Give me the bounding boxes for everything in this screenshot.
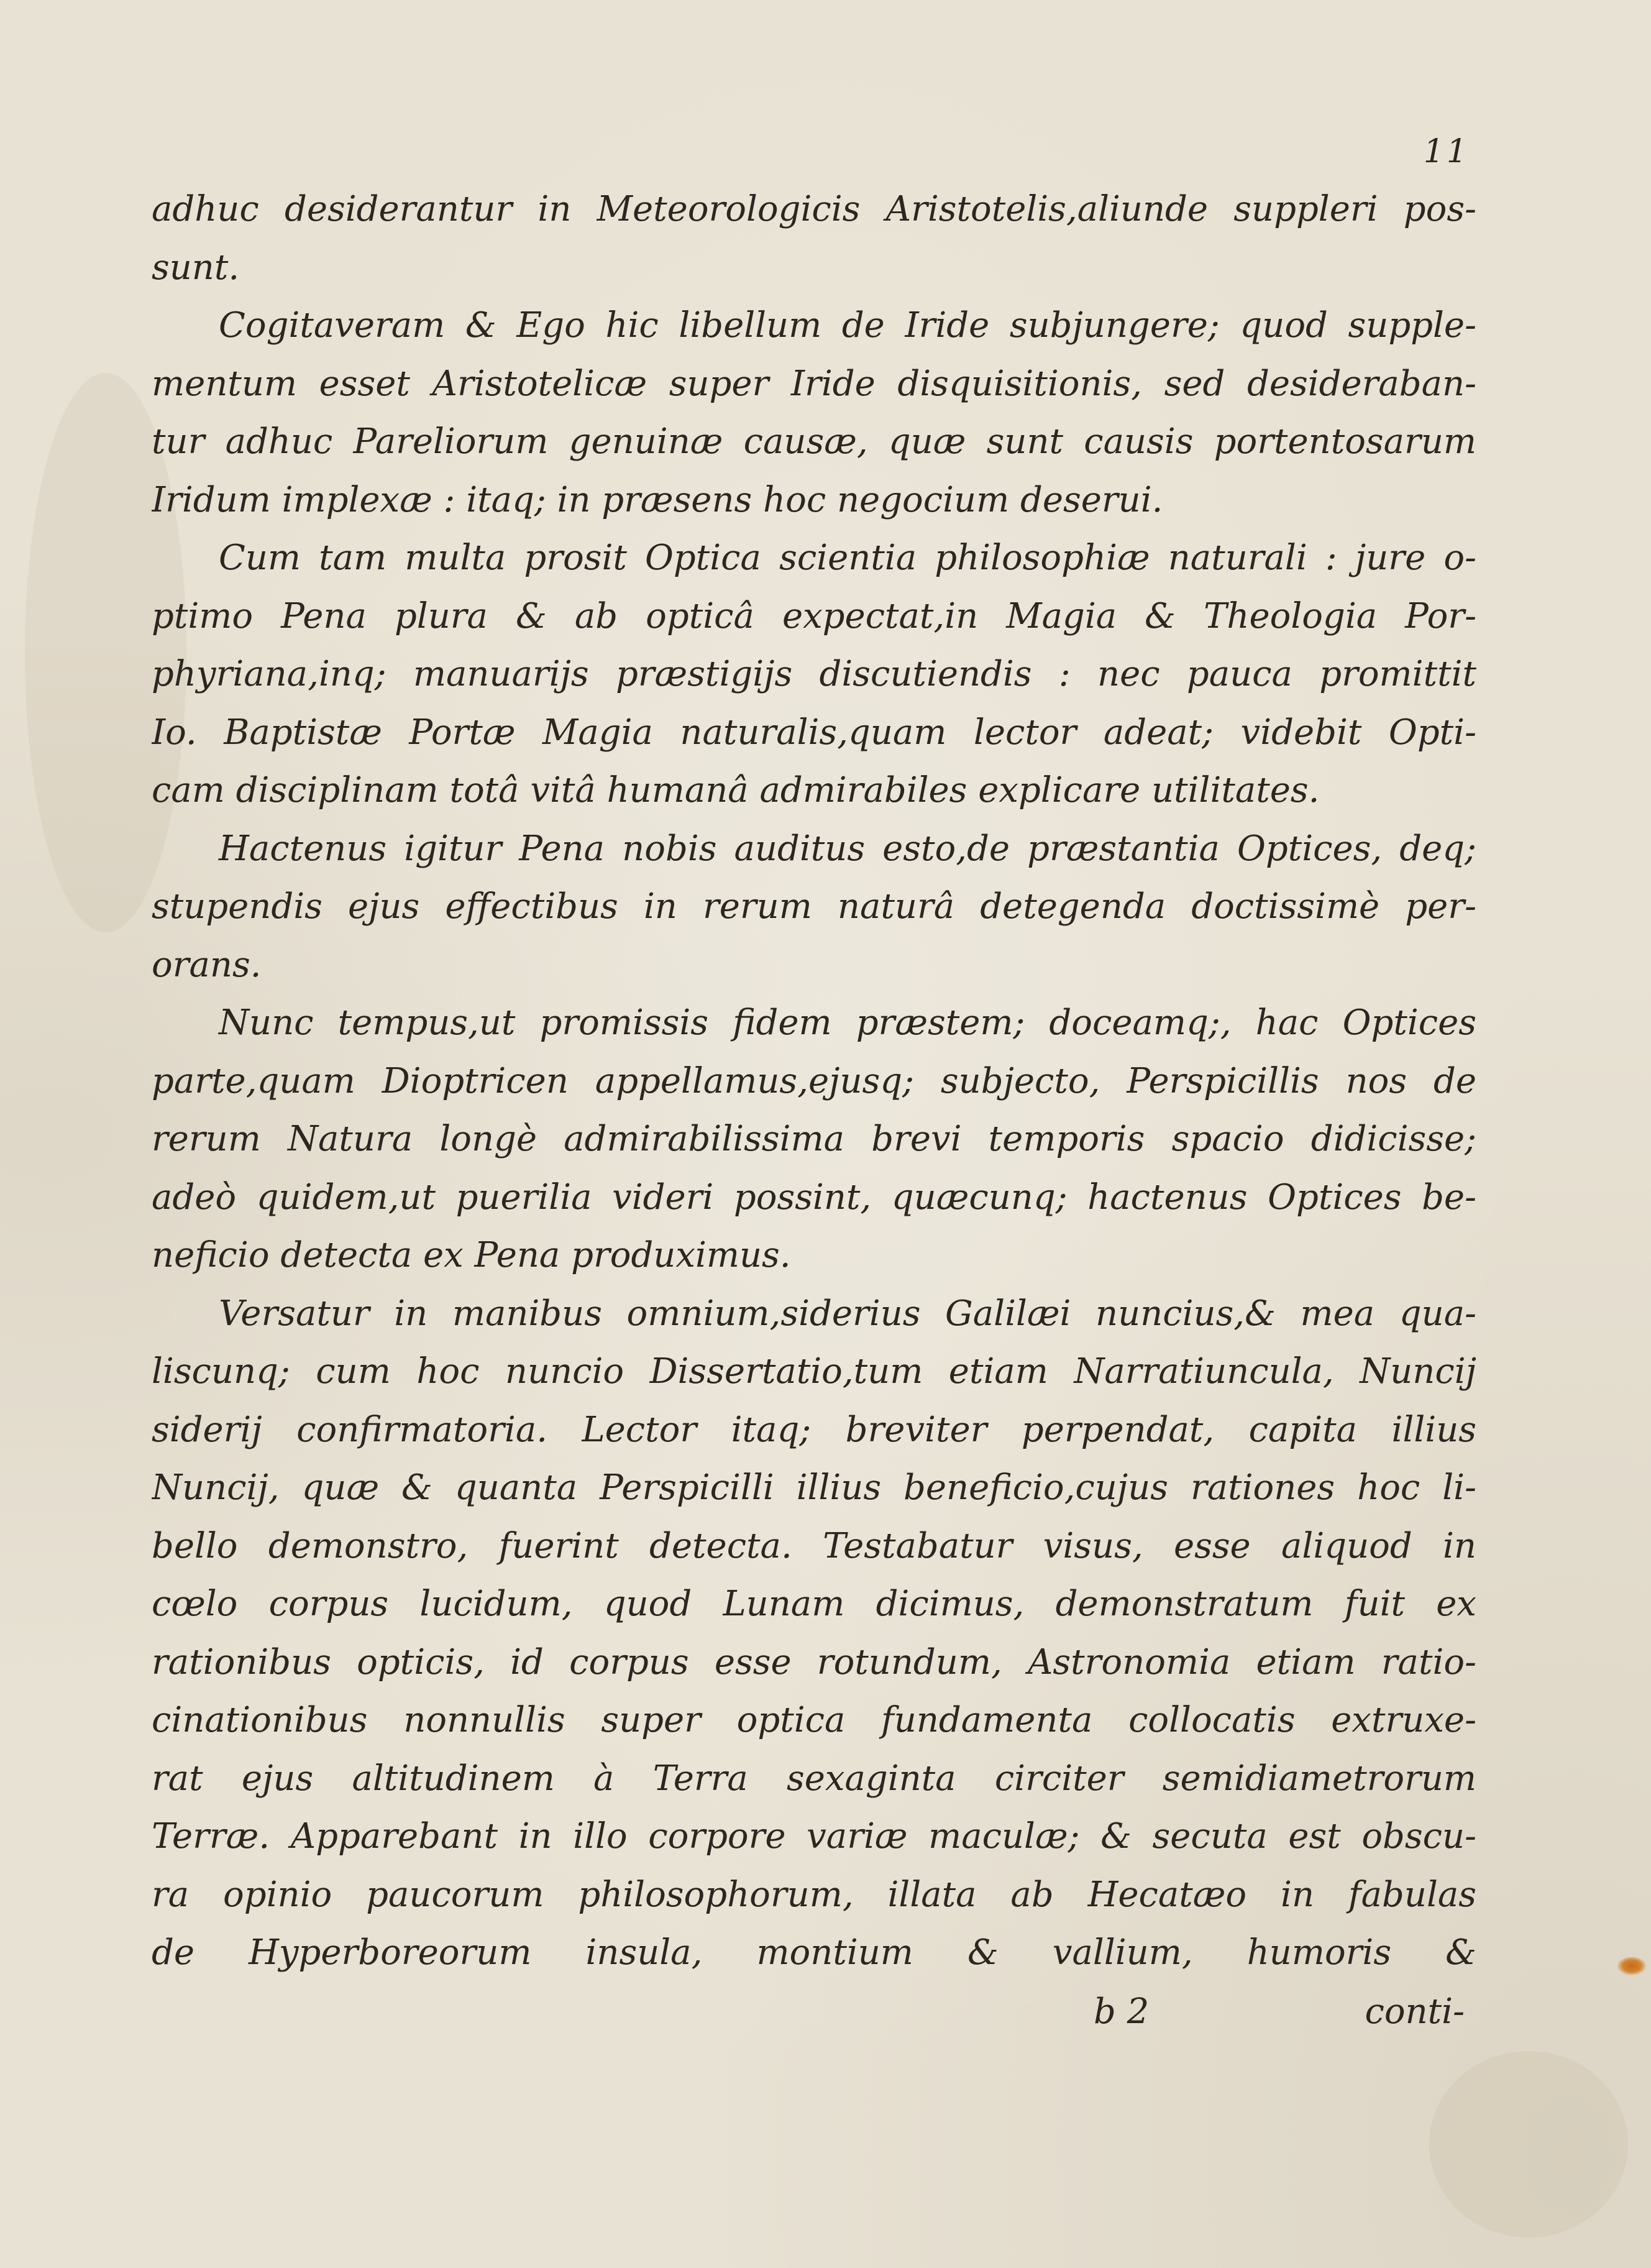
body-text — [152, 180, 1476, 1982]
text-line: mentum esset Aristotelicæ super Iride disquisitionis, sed desideraban- — [152, 363, 1476, 404]
text-line: rat ejus altitudinem à Terra sexaginta circiter semidiametrorum — [152, 1758, 1476, 1799]
text-line: parte,quam Dioptricen appellamus,ejusq; subjecto, Perspicillis nos de — [152, 1060, 1476, 1101]
paragraph-start-line: Cogitaveram & Ego hic libellum de Iride subjungere; quod supple- — [219, 305, 1476, 346]
text-line: liscunq; cum hoc nuncio Dissertatio,tum etiam Narratiuncula, Nuncij — [152, 1351, 1476, 1392]
page-number: 11 — [1423, 133, 1470, 170]
text-line: orans. — [152, 944, 262, 985]
text-line: adhuc desiderantur in Meteorologicis Aristotelis,aliunde suppleri pos- — [152, 189, 1476, 229]
text-line: Nuncij, quæ & quanta Perspicilli illius beneficio,cujus rationes hoc li- — [152, 1467, 1476, 1508]
paragraph-start-line: Nunc tempus,ut promissis fidem præstem; doceamq;, hac Optices — [219, 1003, 1476, 1043]
text-line: tur adhuc Pareliorum genuinæ causæ, quæ sunt causis portentosarum — [152, 421, 1476, 462]
text-line: adeò quidem,ut puerilia videri possint, quæcunq; hactenus Optices be- — [152, 1177, 1476, 1218]
text-line: Iridum implexæ : itaq; in præsens hoc negocium deserui. — [152, 479, 1163, 520]
paragraph-start-line: Cum tam multa prosit Optica scientia philosophiæ naturali : jure o- — [219, 538, 1476, 578]
text-line: ra opinio paucorum philosophorum, illata ab Hecatæo in fabulas — [152, 1874, 1476, 1915]
paper-stain — [1429, 2051, 1628, 2238]
text-line: ptimo Pena plura & ab opticâ expectat,in Magia & Theologia Por- — [152, 595, 1476, 636]
text-line: cam disciplinam totâ vitâ humanâ admirabiles explicare utilitates. — [152, 770, 1320, 810]
text-line: phyriana,inq; manuarijs præstigijs discutiendis : nec pauca promittit — [152, 654, 1476, 694]
signature-mark: b 2 — [1094, 1991, 1150, 2032]
text-line: de Hyperboreorum insula, montium & vallium, humoris & — [152, 1932, 1476, 1973]
text-line: rationibus opticis, id corpus esse rotundum, Astronomia etiam ratio- — [152, 1641, 1476, 1683]
paragraph-start-line: Versatur in manibus omnium,siderius Galilæi nuncius,& mea qua- — [219, 1293, 1476, 1334]
text-line: Terræ. Apparebant in illo corpore variæ maculæ; & secuta est obscu- — [152, 1816, 1476, 1857]
text-line: rerum Natura longè admirabilissima brevi temporis spacio didicisse; — [152, 1119, 1476, 1159]
text-line: stupendis ejus effectibus in rerum naturâ detegenda doctissimè per- — [152, 886, 1476, 927]
ink-spot — [1617, 1957, 1646, 1975]
text-line: cœlo corpus lucidum, quod Lunam dicimus, demonstratum fuit ex — [152, 1584, 1476, 1624]
text-line: sunt. — [152, 247, 240, 288]
catchword: conti- — [1365, 1991, 1465, 2032]
text-line: bello demonstro, fuerint detecta. Testabatur visus, esse aliquod in — [152, 1525, 1476, 1566]
text-line: neficio detecta ex Pena produximus. — [152, 1235, 791, 1275]
text-line: siderij confirmatoria. Lector itaq; breviter perpendat, capita illius — [152, 1409, 1476, 1450]
paragraph-start-line: Hactenus igitur Pena nobis auditus esto,de præstantia Optices, deq; — [219, 828, 1476, 869]
text-line: Io. Baptistæ Portæ Magia naturalis,quam lector adeat; videbit Opti- — [152, 712, 1476, 753]
text-line: cinationibus nonnullis super optica fundamenta collocatis extruxe- — [152, 1700, 1476, 1740]
